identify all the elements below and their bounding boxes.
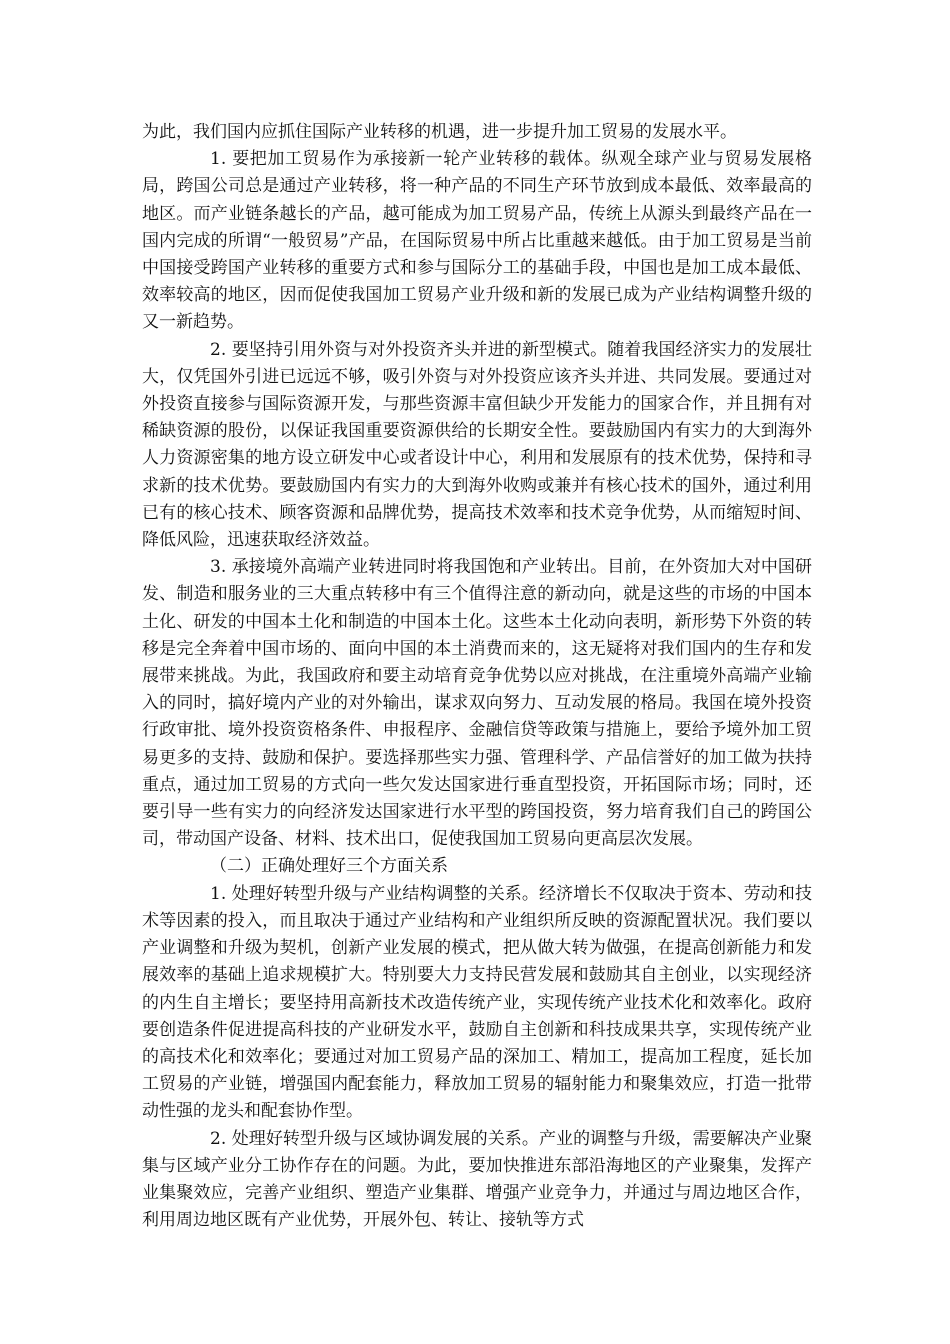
- paragraph-intro: 为此，我们国内应抓住国际产业转移的机遇，进一步提升加工贸易的发展水平。: [142, 122, 737, 142]
- paragraph-point-1: 1. 要把加工贸易作为承接新一轮产业转移的载体。纵观全球产业与贸易发展格局，跨国公司总是通过产业转移，将一种产品的不同生产环节放到成本最低、效率最高的地区。而产业链条越长的产品，越可能成为加工贸易产品，传统上从源头到最终产品在一国内完成的所谓“一般贸易”产品，在国际贸易中所占比重越来越低。由于加工贸易是当前中国接受跨国产业转移的重要方式和参与国际分工的基础手段，中国也是加工成本最低、效率较高的地区，因而促使我国加工贸易产业升级和新的发展已成为产业结构调整升级的又一新趋势。: [142, 149, 812, 333]
- document-body: [142, 119, 812, 1234]
- paragraph-relation-1: 1. 处理好转型升级与产业结构调整的关系。经济增长不仅取决于资本、劳动和技术等因素的投入，而且取决于通过产业结构和产业组织所反映的资源配置状况。我们要以产业调整和升级为契机，创新产业发展的模式，把从做大转为做强，在提高创新能力和发展效率的基础上追求规模扩大。特别要大力支持民营发展和鼓励其自主创业，以实现经济的内生自主增长；要坚持用高新技术改造传统产业，实现传统产业技术化和效率化。政府要创造条件促进提高科技的产业研发水平，鼓励自主创新和科技成果共享，实现传统产业的高技术化和效率化；要通过对加工贸易产品的深加工、精加工，提高加工程度，延长加工贸易的产业链，增强国内配套能力，释放加工贸易的辐射能力和聚集效应，打造一批带动性强的龙头和配套协作型。: [142, 883, 812, 1122]
- paragraph-point-2: 2. 要坚持引用外资与对外投资齐头并进的新型模式。随着我国经济实力的发展壮大，仅凭国外引进已远远不够，吸引外资与对外投资应该齐头并进、共同发展。要通过对外投资直接参与国际资源开发，与那些资源丰富但缺少开发能力的国家合作，并且拥有对稀缺资源的股份，以保证我国重要资源供给的长期安全性。要鼓励国内有实力的大到海外人力资源密集的地方设立研发中心或者设计中心，利用和发展原有的技术优势，保持和寻求新的技术优势。要鼓励国内有实力的大到海外收购或兼并有核心技术的国外，通过利用已有的核心技术、顾客资源和品牌优势，提高技术效率和技术竞争优势，从而缩短时间、降低风险，迅速获取经济效益。: [142, 339, 812, 551]
- paragraph-point-3: 3. 承接境外高端产业转进同时将我国饱和产业转出。目前，在外资加大对中国研发、制造和服务业的三大重点转移中有三个值得注意的新动向，就是这些的市场的中国本土化、研发的中国本土化和制造的中国本土化。这些本土化动向表明，新形势下外资的转移是完全奔着中国市场的、面向中国的本土消费而来的，这无疑将对我们国内的生存和发展带来挑战。为此，我国政府和要主动培育竞争优势以应对挑战，在注重境外高端产业输入的同时，搞好境内产业的对外输出，谋求双向努力、互动发展的格局。我国在境外投资行政审批、境外投资资格条件、申报程序、金融信贷等政策与措施上，要给予境外加工贸易更多的支持、鼓励和保护。要选择那些实力强、管理科学、产品信誉好的加工做为扶持重点，通过加工贸易的方式向一些欠发达国家进行垂直型投资，开拓国际市场；同时，还要引导一些有实力的向经济发达国家进行水平型的跨国投资，努力培育我们自己的跨国公司，带动国产设备、材料、技术出口，促使我国加工贸易向更高层次发展。: [142, 557, 812, 850]
- paragraph-relation-2: 2. 处理好转型升级与区域协调发展的关系。产业的调整与升级，需要解决产业聚集与区域产业分工协作存在的问题。为此，要加快推进东部沿海地区的产业聚集，发挥产业集聚效应，完善产业组织、塑造产业集群、增强产业竞争力，并通过与周边地区合作，利用周边地区既有产业优势，开展外包、转让、接轨等方式: [142, 1128, 812, 1231]
- section-heading: （二）正确处理好三个方面关系: [210, 856, 448, 877]
